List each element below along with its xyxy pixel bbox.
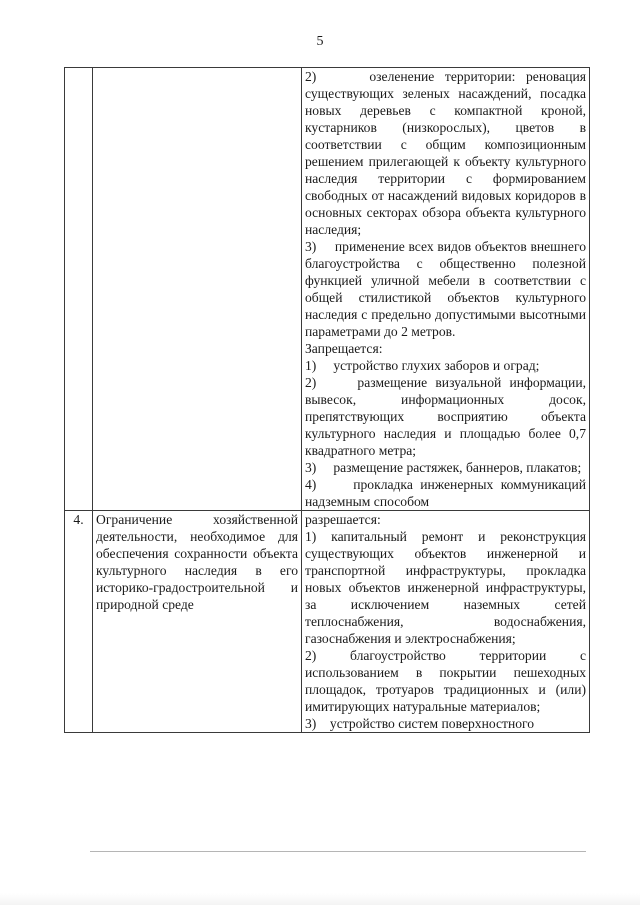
paragraph: 3) устройство систем поверхностного bbox=[305, 716, 535, 731]
table-row bbox=[65, 68, 590, 511]
paragraph: 3) размещение растяжек, баннеров, плакатов; bbox=[305, 460, 582, 475]
row-body bbox=[302, 511, 590, 733]
row-title bbox=[93, 68, 302, 511]
row-title: Ограничение хозяйственной деятельности, необходимое для обеспечения сохранности объекта культурного наследия в его историко-градостроительной и природной среде bbox=[93, 511, 302, 733]
paragraph: 2) озеленение территории: реновация существующих зеленых насаждений, посадка новых деревьев с компактной кроной, кустарников (низкорослых), цветов в соответствии с общим композиционным решением прилегающей к объекту культурного наследия территории с формированием свободных от насаждений видовых коридоров в основных секторах обзора объекта культурного наследия; bbox=[305, 69, 586, 237]
paragraph: 1) капитальный ремонт и реконструкция существующих объектов инженерной и транспортной инфраструктуры, прокладка новых объектов инженерной инфраструктуры, за исключением наземных сетей теплоснабжения, водоснабжения, газоснабжения и электроснабжения; bbox=[305, 529, 586, 646]
row-number: 4. bbox=[65, 511, 93, 733]
paragraph: 4) прокладка инженерных коммуникаций надземным способом bbox=[305, 477, 586, 509]
paragraph: разрешается: bbox=[305, 512, 381, 527]
document-table bbox=[64, 67, 590, 733]
page-edge bbox=[0, 893, 640, 905]
paragraph: 3) применение всех видов объектов внешнего благоустройства с общественно полезной функцией уличной мебели в соответствии с общей стилистикой объектов культурного наследия с предельно допустимыми высотными параметрами до 2 метров. bbox=[305, 239, 586, 339]
row-number bbox=[65, 68, 93, 511]
page-number: 5 bbox=[316, 34, 324, 49]
paragraph: 2) размещение визуальной информации, вывесок, информационных досок, препятствующих восприятию объекта культурного наследия и площадью более 0,7 квадратного метра; bbox=[305, 375, 586, 458]
row-body bbox=[302, 68, 590, 511]
paragraph: Запрещается: bbox=[305, 341, 383, 356]
paragraph: 2) благоустройство территории с использованием в покрытии пешеходных площадок, тротуаров традиционных и (или) имитирующих натуральные материалов; bbox=[305, 648, 586, 714]
paragraph: 1) устройство глухих заборов и оград; bbox=[305, 358, 540, 373]
divider-line bbox=[90, 851, 586, 852]
table-row bbox=[65, 511, 590, 733]
